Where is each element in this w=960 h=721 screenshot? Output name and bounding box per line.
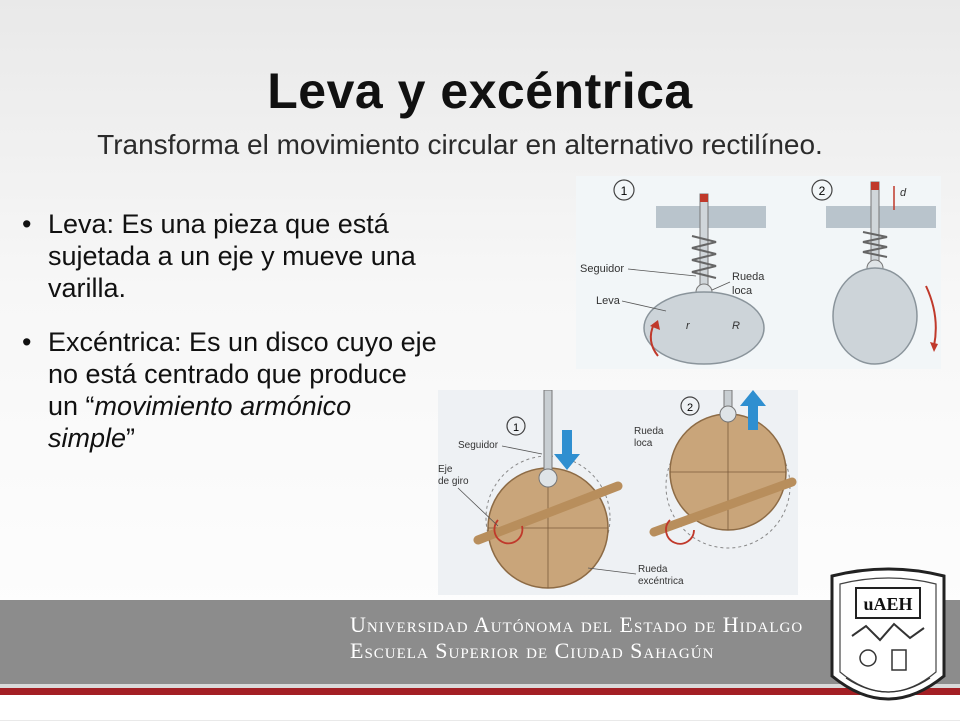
step-1-number: 1 — [512, 422, 520, 434]
slide-subtitle: Transforma el movimiento circular en alternativo rectilíneo. — [97, 129, 823, 160]
rod-tip-1 — [700, 194, 708, 202]
label-r: r — [686, 320, 690, 332]
bullet-excentrica-emphasis: movimiento armónico simple — [48, 391, 352, 453]
bullet-leva-text: Leva: Es una pieza que está sujetada a un eje y mueve una varilla. — [48, 209, 416, 303]
roller-2 — [720, 406, 736, 422]
down-arrow — [554, 430, 580, 470]
follower-rod-2 — [871, 182, 879, 272]
label-excentrica: excéntrica — [638, 576, 684, 587]
step-1-number: 1 — [620, 184, 628, 198]
cam-diagram-svg — [576, 176, 941, 369]
bullet-excentrica — [20, 326, 443, 454]
label-rueda-excentrica: Rueda — [638, 564, 668, 575]
housing-1 — [656, 206, 766, 228]
label-R: R — [732, 320, 740, 332]
step-2-number: 2 — [686, 402, 694, 414]
university-name: Universidad Autónoma del Estado de Hidalgo — [350, 612, 804, 637]
seal-text: uAEH — [863, 594, 913, 614]
cam-1 — [644, 292, 764, 364]
label-loca: loca — [634, 438, 653, 449]
cam-diagram — [576, 176, 941, 369]
bullet-excentrica-text: Excéntrica: Es un disco cuyo eje no está centrado que produce un “ — [48, 327, 437, 421]
leader-excentrica — [588, 568, 636, 574]
roller-1 — [539, 469, 557, 487]
footer-bottom — [0, 695, 960, 720]
leader-rueda — [712, 282, 730, 290]
eccentric-diagram-svg — [438, 390, 798, 595]
bullet-leva — [20, 208, 448, 304]
label-eje: Eje — [438, 464, 453, 475]
label-loca: loca — [732, 285, 753, 297]
school-name: Escuela Superior de Ciudad Sahagún — [350, 638, 715, 663]
step-2-number: 2 — [818, 184, 826, 198]
footer-red-line — [0, 688, 960, 695]
label-leva: Leva — [596, 295, 620, 307]
label-seguidor: Seguidor — [580, 263, 625, 275]
follower-rod-1 — [544, 390, 552, 470]
label-rueda: Rueda — [732, 271, 765, 283]
label-d: d — [900, 187, 907, 199]
leader-seguidor — [628, 269, 696, 276]
bullet-excentrica-close-quote: ” — [126, 423, 136, 453]
eccentric-diagram — [438, 390, 798, 595]
rotation-arrow-2 — [926, 286, 936, 346]
bullet-marker: • — [22, 209, 32, 239]
rod-tip-2 — [871, 182, 879, 190]
label-de-giro: de giro — [438, 476, 469, 487]
leader-seguidor — [502, 446, 542, 454]
seal-svg — [822, 566, 954, 716]
label-rueda: Rueda — [634, 426, 664, 437]
arrowhead-2 — [930, 342, 938, 352]
label-seguidor: Seguidor — [458, 440, 499, 451]
cam-2 — [833, 268, 917, 364]
slide-title: Leva y excéntrica — [267, 63, 693, 119]
bullet-list — [20, 208, 440, 454]
housing-2 — [826, 206, 936, 228]
university-seal — [822, 566, 954, 716]
bullet-marker: • — [22, 327, 32, 357]
